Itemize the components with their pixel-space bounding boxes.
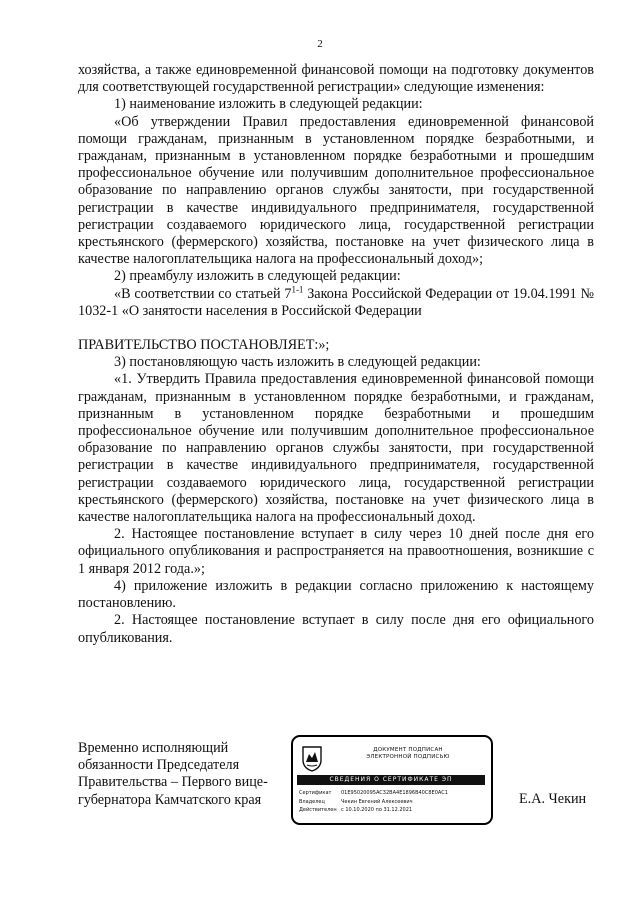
- preamble-paragraph: [78, 283, 594, 320]
- coat-of-arms-icon: [301, 744, 323, 772]
- certificate-value: 01E95020095AC32BA4E1896B40C8E0AC1: [341, 790, 448, 796]
- certificate-label: Сертификат: [299, 790, 332, 796]
- owner-value: Чекин Евгений Алексеевич: [341, 798, 413, 805]
- validity-value: с 10.10.2020 по 31.12.2021: [341, 807, 413, 813]
- preamble-text-end: Закона Российской Федерации от 19.04.1991 № 1032-1 «О занятости населения в Российской Федерации: [78, 285, 594, 319]
- document-paragraph: «Об утверждении Правил предоставления единовременной финансовой помощи гражданам, признанным в установленном порядке безработными, и гражданам, признанным в установленном порядке безработными и прошедшим профессиональное обучение или получившим дополнительное профессиональное образование по направлению органов службы занятости, при государственной регистрации в качестве индивидуального предпринимателя, государственной регистрации создаваемого юридического лица, государственной регистрации крестьянского (фермерского) хозяйства, постановке на учет физического лица в качестве налогоплательщика налога на профессиональный доход»;: [78, 113, 594, 268]
- preamble-text-start: «В соответствии со статьей 7: [114, 285, 292, 302]
- blank-line: [78, 320, 594, 337]
- stamp-title: [333, 747, 483, 761]
- position-line: губернатора Камчатского края: [78, 791, 262, 808]
- certificate-row: [299, 789, 448, 798]
- validity-label: Действителен: [299, 807, 337, 813]
- document-paragraph: хозяйства, а также единовременной финансовой помощи на подготовку документов для соответствующей государственной регистрации» следующие изменения:: [78, 62, 594, 96]
- document-paragraph: 1) наименование изложить в следующей редакции:: [114, 96, 423, 113]
- document-paragraph: 2. Настоящее постановление вступает в силу после дня его официального опубликования.: [78, 612, 594, 646]
- document-paragraph: «1. Утвердить Правила предоставления единовременной финансовой помощи гражданам, признанным в установленном порядке безработными, и гражданам, признанным в установленном порядке безработными и прошедшим профессиональное обучение или получившим дополнительное профессиональное образование по направлению органов службы занятости, при государственной регистрации в качестве индивидуального предпринимателя, государственной регистрации создаваемого юридического лица, государственной регистрации крестьянского (фермерского) хозяйства, постановке на учет физического лица в качестве налогоплательщика налога на профессиональный доход.: [78, 371, 594, 526]
- paragraph-group-1: [78, 62, 594, 286]
- document-paragraph: 3) постановляющую часть изложить в следующей редакции:: [114, 354, 481, 371]
- certificate-details: [299, 789, 448, 815]
- position-line: Временно исполняющий: [78, 740, 229, 756]
- paragraph-group-2: [78, 337, 594, 647]
- position-line: Правительства – Первого вице-: [78, 774, 268, 791]
- owner-row: [299, 798, 448, 807]
- document-body: [78, 62, 594, 647]
- article-superscript: 1-1: [291, 283, 304, 294]
- stamp-title-line: ДОКУМЕНТ ПОДПИСАН: [373, 747, 443, 753]
- document-paragraph: 2) преамбулу изложить в следующей редакции:: [114, 268, 401, 285]
- validity-row: [299, 806, 448, 815]
- document-paragraph: 2. Настоящее постановление вступает в силу через 10 дней после дня его официального опубликования и распространяется на правоотношения, возникшие с 1 января 2012 года.»;: [78, 526, 594, 577]
- certificate-info-bar: СВЕДЕНИЯ О СЕРТИФИКАТЕ ЭП: [297, 775, 485, 785]
- stamp-title-line: ЭЛЕКТРОННОЙ ПОДПИСЬЮ: [366, 754, 450, 760]
- document-paragraph: 4) приложение изложить в редакции согласно приложению к настоящему постановлению.: [78, 577, 594, 612]
- signatory-position: [78, 740, 268, 809]
- electronic-signature-stamp: [291, 735, 493, 825]
- document-paragraph: ПРАВИТЕЛЬСТВО ПОСТАНОВЛЯЕТ:»;: [78, 337, 330, 354]
- owner-label: Владелец: [299, 798, 325, 805]
- signatory-name: Е.А. Чекин: [519, 791, 587, 807]
- position-line: обязанности Председателя: [78, 757, 240, 774]
- page-number: 2: [317, 38, 323, 50]
